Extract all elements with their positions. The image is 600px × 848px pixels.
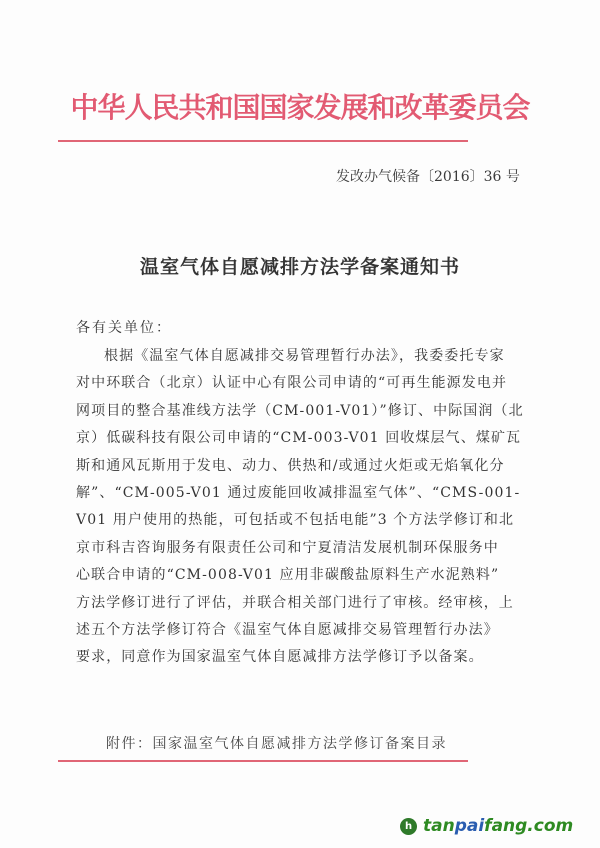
body-line: 京市科吉咨询服务有限责任公司和宁夏清洁发展机制环保服务中 — [76, 539, 499, 556]
body-line: 斯和通风瓦斯用于发电、动力、供热和/或通过火炬或无焰氧化分 — [76, 457, 505, 474]
body-line: 方法学修订进行了评估，并联合相关部门进行了审核。经审核，上 — [76, 594, 514, 611]
body-line: V01 用户使用的热能，可包括或不包括电能”3 个方法学修订和北 — [76, 512, 515, 529]
body-paragraph — [76, 343, 530, 672]
footer-divider — [58, 760, 468, 762]
site-watermark — [400, 816, 573, 836]
letterhead-title: 中华人民共和国国家发展和改革委员会 — [70, 91, 530, 124]
tanpaifang-logo-icon: h — [400, 818, 417, 835]
body-line: 对中环联合（北京）认证中心有限公司申请的“可再生能源发电并 — [76, 375, 508, 392]
watermark-text: tanpaifang.com — [423, 816, 574, 836]
body-line: 心联合申请的“CM-008-V01 应用非碳酸盐原料生产水泥熟料” — [76, 567, 500, 584]
attachment-note: 附件：国家温室气体自愿减排方法学修订备案目录 — [106, 736, 447, 752]
letterhead-divider — [58, 140, 468, 142]
body-line: 根据《温室气体自愿减排交易管理暂行办法》，我委委托专家 — [104, 348, 505, 364]
document-title: 温室气体自愿减排方法学备案通知书 — [139, 256, 460, 278]
body-line: 京）低碳科技有限公司申请的“CM-003-V01 回收煤层气、煤矿瓦 — [76, 430, 522, 447]
body-line: 述五个方法学修订符合《温室气体自愿减排交易管理暂行办法》 — [76, 622, 499, 639]
document-number: 发改办气候备〔2016〕36 号 — [336, 169, 520, 185]
body-line: 网项目的整合基准线方法学（CM-001-V01）”修订、中际国润（北 — [76, 402, 524, 419]
salutation: 各有关单位： — [76, 320, 172, 336]
body-line: 解”、“CM-005-V01 通过废能回收减排温室气体”、“CMS-001- — [76, 485, 521, 502]
body-line: 要求，同意作为国家温室气体自愿减排方法学修订予以备案。 — [76, 649, 484, 666]
